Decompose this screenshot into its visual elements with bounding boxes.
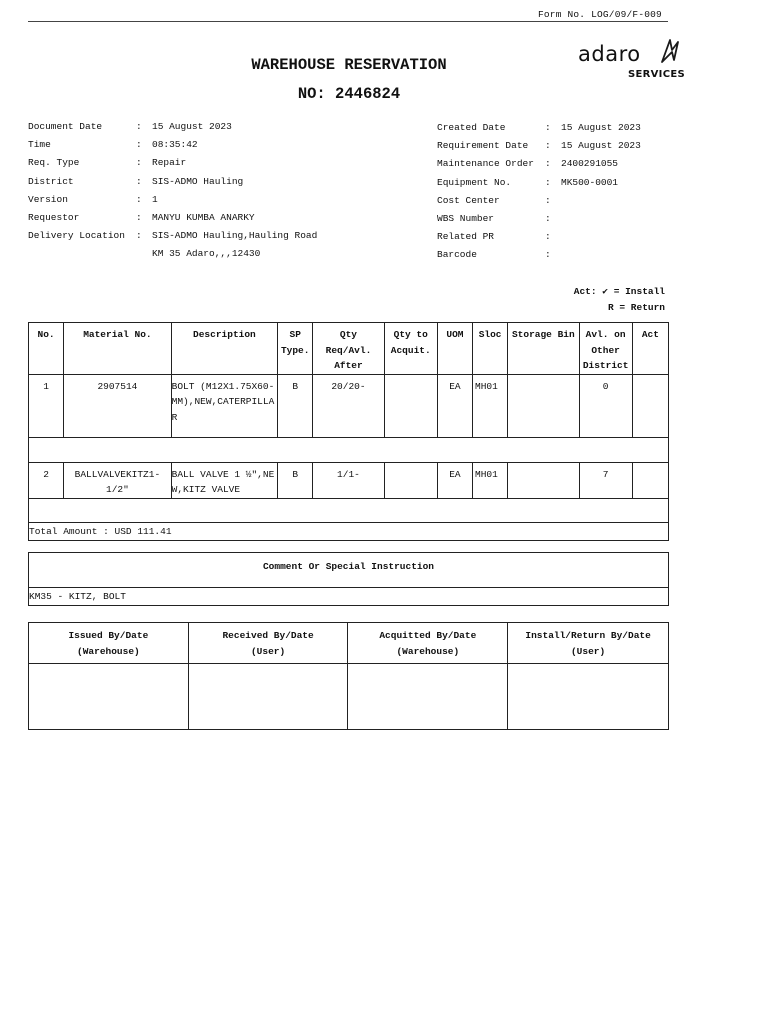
header-rule — [28, 21, 668, 22]
comment-heading: Comment Or Special Instruction — [29, 553, 669, 588]
cell-sp: B — [278, 462, 313, 498]
field-value: MANYU KUMBA ANARKY — [152, 211, 255, 223]
cell-avl: 7 — [579, 462, 632, 498]
field-colon: : — [545, 140, 551, 152]
field-colon: : — [545, 122, 551, 133]
delivery-location-line2: KM 35 Adaro,,,12430 — [152, 248, 261, 260]
signature-role: Acquitted By/Date — [379, 630, 477, 641]
field-value: 15 August 2023 — [561, 122, 641, 133]
signature-header — [188, 623, 348, 664]
column-header: Avl. on Other District — [579, 323, 632, 375]
signature-role: Received By/Date — [222, 630, 314, 641]
legend-install: Act: ✔ = Install — [573, 286, 665, 297]
signature-table — [28, 622, 669, 730]
right-field-row — [437, 155, 677, 173]
field-value: SIS-ADMO Hauling — [152, 175, 244, 187]
signature-party: (User) — [570, 645, 606, 657]
column-header: Qty to Acquit. — [384, 323, 437, 375]
cell-bin — [508, 462, 579, 498]
total-row — [29, 522, 669, 540]
field-label: Related PR — [437, 231, 495, 243]
right-fields — [437, 119, 677, 265]
table-header-row — [29, 323, 669, 375]
legend-return: R = Return — [607, 302, 665, 313]
cell-uom: EA — [437, 374, 472, 437]
left-field-row — [28, 191, 408, 209]
field-colon: : — [545, 194, 551, 206]
comment-box — [28, 552, 669, 606]
signature-party: (Warehouse) — [396, 645, 460, 657]
cell-no: 1 — [29, 374, 64, 437]
column-header: Act — [632, 323, 668, 375]
field-colon: : — [545, 231, 551, 243]
field-label: Requirement Date — [437, 140, 529, 152]
left-field-row — [28, 209, 408, 227]
cell-avl: 0 — [579, 374, 632, 437]
field-colon: : — [136, 139, 142, 151]
cell-bin — [508, 374, 579, 437]
field-label: Created Date — [437, 122, 506, 133]
logo-mark-icon — [658, 36, 682, 66]
field-value: Repair — [152, 157, 187, 169]
field-value: 1 — [152, 193, 158, 205]
act-legend — [430, 284, 665, 316]
column-header: UOM — [437, 323, 472, 375]
field-value: 2400291055 — [561, 158, 619, 170]
signature-header — [29, 623, 189, 664]
field-label: Time — [28, 139, 51, 151]
field-label: Document Date — [28, 121, 103, 132]
cell-qty: 1/1- — [313, 462, 384, 498]
right-field-row — [437, 137, 677, 155]
right-field-row — [437, 246, 677, 264]
table-spacer-row — [29, 498, 669, 522]
cell-desc: BALL VALVE 1 ½",NEW,KITZ VALVE — [171, 462, 277, 498]
cell-act — [632, 462, 668, 498]
field-value: 15 August 2023 — [561, 140, 641, 152]
cell-sloc: MH01 — [473, 462, 508, 498]
materials-table — [28, 322, 669, 541]
field-label: Delivery Location — [28, 230, 125, 242]
signature-role: Issued By/Date — [68, 630, 149, 641]
field-label: Cost Center — [437, 194, 500, 206]
left-field-row — [28, 227, 408, 245]
adaro-logo — [572, 36, 684, 86]
form-number: Form No. LOG/09/F-009 — [538, 9, 662, 20]
left-field-row — [28, 173, 408, 191]
field-label: Equipment No. — [437, 176, 512, 188]
signature-header — [508, 623, 669, 664]
field-value: MK500-0001 — [561, 176, 619, 188]
signature-party: (Warehouse) — [77, 645, 140, 657]
table-row — [29, 374, 669, 437]
cell-uom: EA — [437, 462, 472, 498]
column-header: Description — [171, 323, 277, 375]
field-value: SIS-ADMO Hauling,Hauling Road — [152, 230, 318, 242]
signature-cell — [508, 664, 669, 730]
right-field-row — [437, 210, 677, 228]
field-colon: : — [136, 157, 142, 169]
document-number: NO: 2446824 — [297, 85, 401, 103]
signature-cell — [29, 664, 189, 730]
total-amount: Total Amount : USD 111.41 — [29, 522, 669, 540]
left-field-row — [28, 118, 408, 136]
right-field-row — [437, 174, 677, 192]
column-header: Sloc — [473, 323, 508, 375]
cell-material: BALLVALVEKITZ1-1/2" — [64, 462, 172, 498]
cell-material: 2907514 — [64, 374, 172, 437]
signature-cell — [348, 664, 508, 730]
column-header: Material No. — [64, 323, 172, 375]
cell-acquit — [384, 462, 437, 498]
left-field-row — [28, 154, 408, 172]
cell-qty: 20/20- — [313, 374, 384, 437]
table-row — [29, 462, 669, 498]
cell-sloc: MH01 — [473, 374, 508, 437]
field-colon: : — [545, 158, 551, 170]
logo-brand: adaro — [578, 42, 641, 66]
right-field-row — [437, 192, 677, 210]
signature-party: (User) — [250, 645, 286, 657]
field-colon: : — [136, 211, 142, 223]
field-colon: : — [136, 121, 142, 132]
signature-role: Install/Return By/Date — [525, 630, 651, 641]
table-spacer-row — [29, 437, 669, 462]
field-label: WBS Number — [437, 212, 495, 224]
document-title: WAREHOUSE RESERVATION — [251, 56, 447, 74]
cell-no: 2 — [29, 462, 64, 498]
field-label: Version — [28, 193, 68, 205]
cell-acquit — [384, 374, 437, 437]
field-label: Requestor — [28, 211, 80, 223]
signature-cell — [188, 664, 348, 730]
left-fields — [28, 118, 408, 264]
field-colon: : — [545, 249, 551, 261]
cell-desc: BOLT (M12X1.75X60-MM),NEW,CATERPILLAR — [171, 374, 277, 437]
column-header: No. — [29, 323, 64, 375]
field-colon: : — [545, 176, 551, 188]
field-value: 15 August 2023 — [152, 121, 232, 132]
column-header: Storage Bin — [508, 323, 579, 375]
right-field-row — [437, 119, 677, 137]
field-label: District — [28, 175, 74, 187]
logo-sub: SERVICES — [628, 69, 685, 80]
field-label: Req. Type — [28, 157, 80, 169]
field-label: Maintenance Order — [437, 158, 534, 170]
column-header: Qty Req/Avl. After — [313, 323, 384, 375]
cell-act — [632, 374, 668, 437]
column-header: SP Type. — [278, 323, 313, 375]
right-field-row — [437, 228, 677, 246]
cell-sp: B — [278, 374, 313, 437]
left-field-row — [28, 136, 408, 154]
field-value: 08:35:42 — [152, 139, 198, 151]
field-colon: : — [136, 193, 142, 205]
field-colon: : — [545, 212, 551, 224]
signature-header — [348, 623, 508, 664]
field-colon: : — [136, 230, 142, 242]
field-label: Barcode — [437, 249, 477, 261]
comment-text: KM35 - KITZ, BOLT — [29, 588, 669, 606]
field-colon: : — [136, 175, 142, 187]
